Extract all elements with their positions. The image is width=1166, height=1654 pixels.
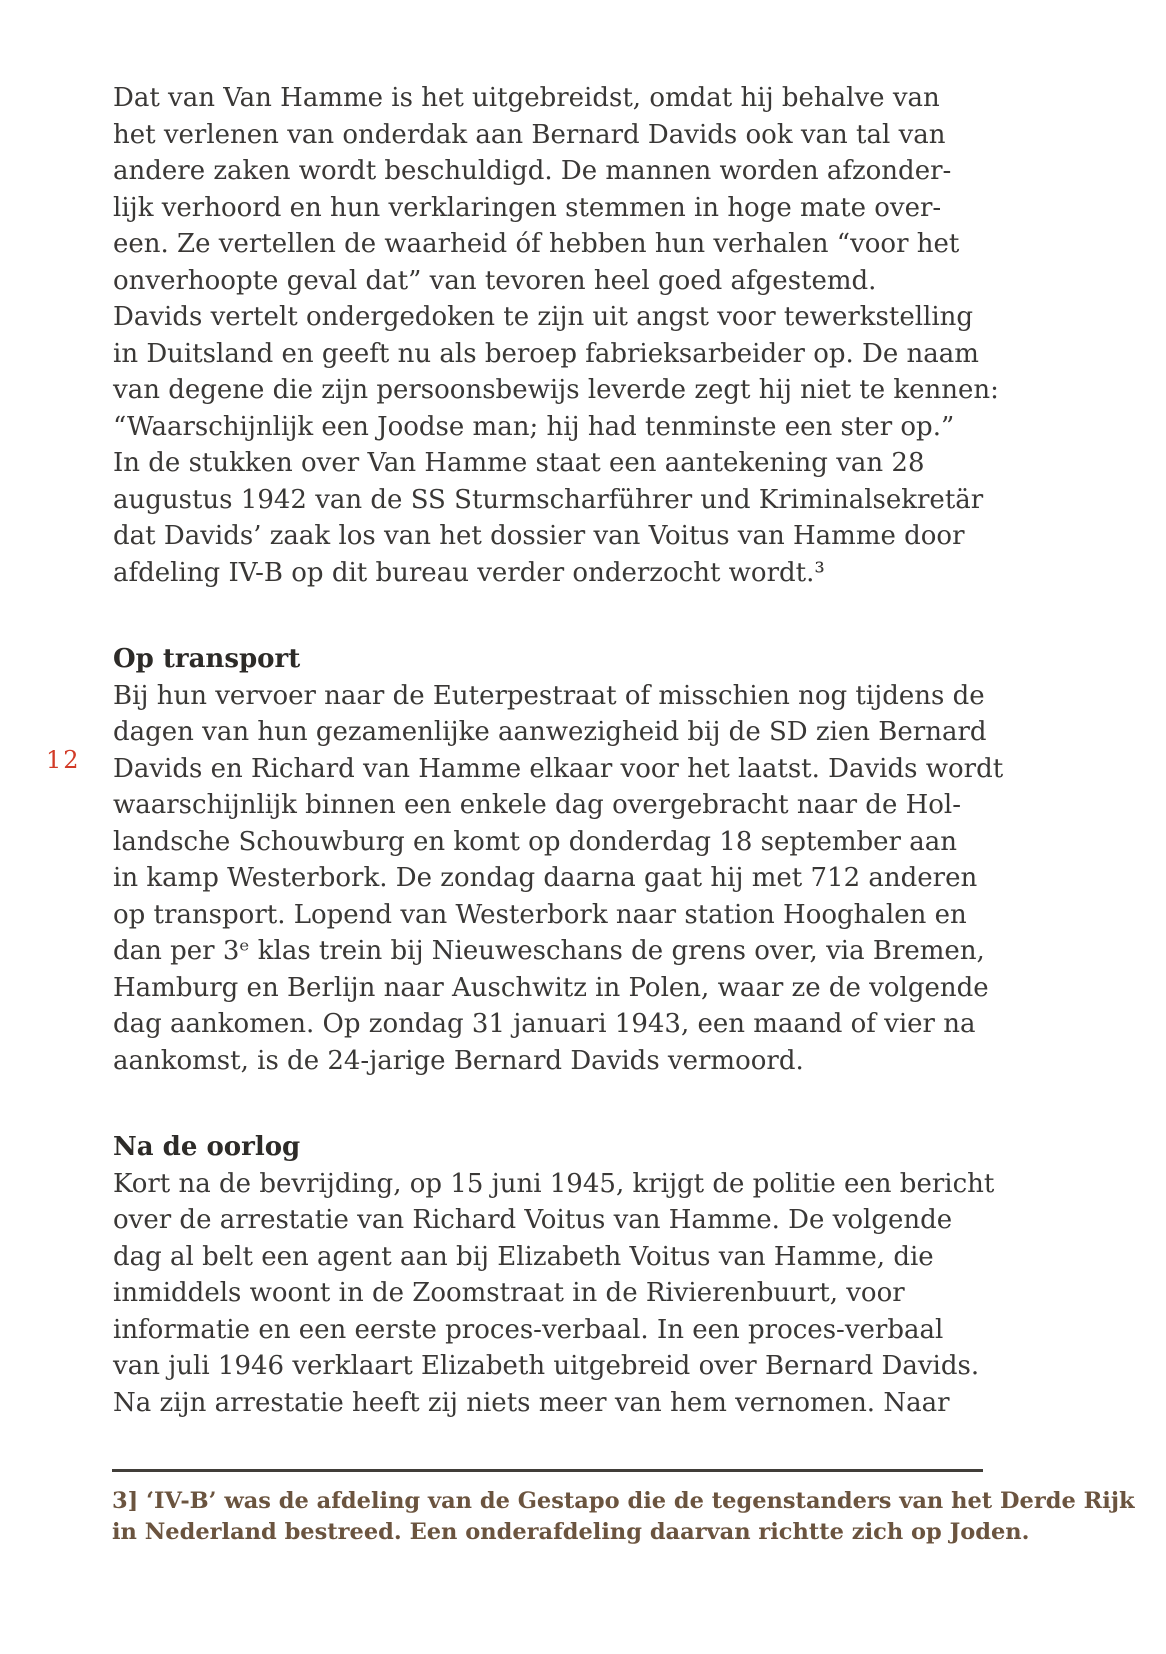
text-line: Na zijn arrestatie heeft zij niets meer van hem vernomen. Naar [113,1387,950,1418]
text-line: Davids vertelt ondergedoken te zijn uit angst voor tewerkstelling [113,302,974,332]
text-line: dan per 3ᵉ klas trein bij Nieuweschans de grens over, via Bremen, [113,936,985,966]
text-line: Bij hun vervoer naar de Euterpestraat of misschien nog tijdens de [113,680,985,711]
footnote-line: in Nederland bestreed. Een onderafdeling daarvan richtte zich op Joden. [112,1519,1030,1545]
text-line: op transport. Lopend van Westerbork naar station Hooghalen en [113,899,967,930]
footnote [112,1486,1135,1548]
section-heading: Na de oorlog [113,1132,301,1162]
body-text-block [113,80,1013,1421]
text-line: In de stukken over Van Hamme staat een aantekening van 28 [113,448,925,478]
text-line: aankomst, is de 24-jarige Bernard Davids vermoord. [113,1045,804,1076]
text-line: afdeling IV-B op dit bureau verder onderzocht wordt.³ [113,557,825,588]
text-line: augustus 1942 van de SS Sturmscharführer und Kriminalsekretär [113,484,984,515]
text-line: van degene die zijn persoonsbewijs leverde zegt hij niet te kennen: [113,375,999,405]
footnote-line: 3] ‘IV-B’ was de afdeling van de Gestapo die de tegenstanders van het Derde Rijk [112,1488,1135,1514]
text-line: onverhoopte geval dat” van tevoren heel goed afgestemd. [113,265,877,296]
footnote-divider [112,1469,983,1472]
page-number: 12 [46,746,81,774]
text-line: van juli 1946 verklaart Elizabeth uitgebreid over Bernard Davids. [113,1351,980,1381]
text-line: dag al belt een agent aan bij Elizabeth Voitus van Hamme, die [113,1241,934,1272]
text-line: over de arrestatie van Richard Voitus van Hamme. De volgende [113,1205,953,1235]
paragraph [113,678,1013,1080]
paragraph [113,80,1013,591]
text-line: dag aankomen. Op zondag 31 januari 1943, een maand of vier na [113,1009,976,1039]
text-line: “Waarschijnlijk een Joodse man; hij had tenminste een ster op.” [113,411,955,442]
text-line: in kamp Westerbork. De zondag daarna gaat hij met 712 anderen [113,863,978,893]
text-line: Davids en Richard van Hamme elkaar voor het laatst. Davids wordt [113,753,1004,784]
text-line: inmiddels woont in de Zoomstraat in de Rivierenbuurt, voor [113,1278,905,1308]
section-heading: Op transport [113,644,301,674]
paragraph [113,1166,1013,1422]
text-line: landsche Schouwburg en komt op donderdag 18 september aan [113,826,957,857]
text-line: een. Ze vertellen de waarheid óf hebben hun verhalen “voor het [113,229,960,259]
text-line: dagen van hun gezamenlijke aanwezigheid bij de SD zien Bernard [113,717,987,747]
text-line: het verlenen van onderdak aan Bernard Davids ook van tal van [113,119,946,150]
text-line: in Duitsland en geeft nu als beroep fabrieksarbeider op. De naam [113,338,979,369]
text-line: andere zaken wordt beschuldigd. De mannen worden afzonder- [113,156,952,186]
text-line: informatie en een eerste proces-verbaal. In een proces-verbaal [113,1314,944,1345]
text-line: lijk verhoord en hun verklaringen stemmen in hoge mate over- [113,192,942,223]
text-line: Kort na de bevrijding, op 15 juni 1945, krijgt de politie een bericht [113,1168,995,1199]
text-line: Hamburg en Berlijn naar Auschwitz in Polen, waar ze de volgende [113,972,989,1003]
text-line: waarschijnlijk binnen een enkele dag overgebracht naar de Hol- [113,790,962,820]
text-line: Dat van Van Hamme is het uitgebreidst, omdat hij behalve van [113,83,940,113]
text-line: dat Davids’ zaak los van het dossier van Voitus van Hamme door [113,521,965,551]
